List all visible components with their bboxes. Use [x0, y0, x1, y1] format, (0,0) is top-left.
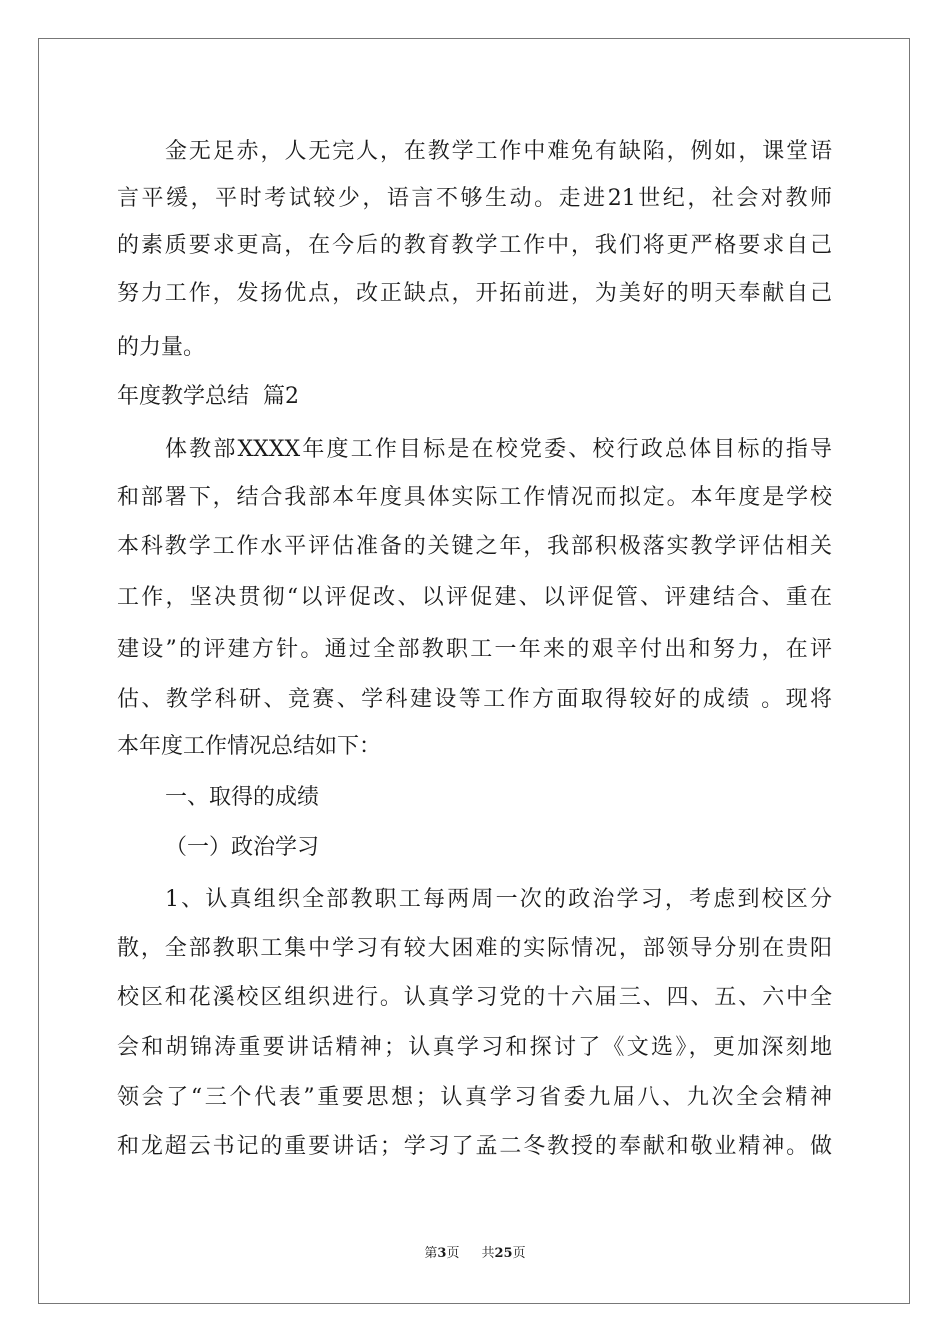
paragraph-line: 的力量。 [117, 335, 206, 360]
section-heading: 年度教学总结 篇2 [117, 384, 299, 409]
paragraph-line: 体教部XXXX年度工作目标是在校党委、校行政总体目标的指导 [165, 437, 832, 462]
paragraph-line: 和龙超云书记的重要讲话；学习了孟二冬教授的奉献和敬业精神。做 [117, 1134, 832, 1159]
paragraph-line: 工作，坚决贯彻“以评促改、以评促建、以评促管、评建结合、重在 [117, 585, 832, 610]
paragraph-line: 言平缓，平时考试较少，语言不够生动。走进21世纪，社会对教师 [117, 186, 832, 211]
paragraph-line: 估、教学科研、竞赛、学科建设等工作方面取得较好的成绩 。现将 [117, 687, 832, 712]
paragraph-line: 领会了“三个代表”重要思想；认真学习省委九届八、九次全会精神 [117, 1085, 832, 1110]
paragraph-line: 散，全部教职工集中学习有较大困难的实际情况，部领导分别在贵阳 [117, 936, 832, 961]
footer-total-prefix: 共 [481, 1246, 495, 1261]
footer-page-suffix: 页 [446, 1246, 460, 1261]
footer-prefix: 第 [424, 1246, 438, 1261]
paragraph-line: 本科教学工作水平评估准备的关键之年，我部积极落实教学评估相关 [117, 534, 832, 559]
paragraph-line: 金无足赤，人无完人，在教学工作中难免有缺陷，例如，课堂语 [165, 139, 832, 164]
footer-total-suffix: 页 [512, 1246, 526, 1261]
paragraph-line: 1、认真组织全部教职工每两周一次的政治学习，考虑到校区分 [165, 887, 832, 912]
paragraph-line: 建设”的评建方针。通过全部教职工一年来的艰辛付出和努力，在评 [117, 637, 832, 662]
paragraph-line: 会和胡锦涛重要讲话精神；认真学习和探讨了《文选》，更加深刻地 [117, 1035, 832, 1060]
paragraph-line: 努力工作，发扬优点，改正缺点，开拓前进，为美好的明天奉献自己 [117, 281, 832, 306]
paragraph-line: 本年度工作情况总结如下： [117, 734, 382, 759]
paragraph-line: 的素质要求更高，在今后的教育教学工作中，我们将更严格要求自己 [117, 233, 832, 258]
subheading: 一、取得的成绩 [165, 785, 320, 810]
paragraph-line: 和部署下，结合我部本年度具体实际工作情况而拟定。本年度是学校 [117, 485, 832, 510]
paragraph-line: 校区和花溪校区组织进行。认真学习党的十六届三、四、五、六中全 [117, 985, 832, 1010]
footer-total-pages: 25 [494, 1246, 513, 1261]
subheading: （一）政治学习 [165, 835, 320, 860]
footer-page-number: 3 [437, 1246, 447, 1261]
page-footer [0, 1244, 950, 1264]
